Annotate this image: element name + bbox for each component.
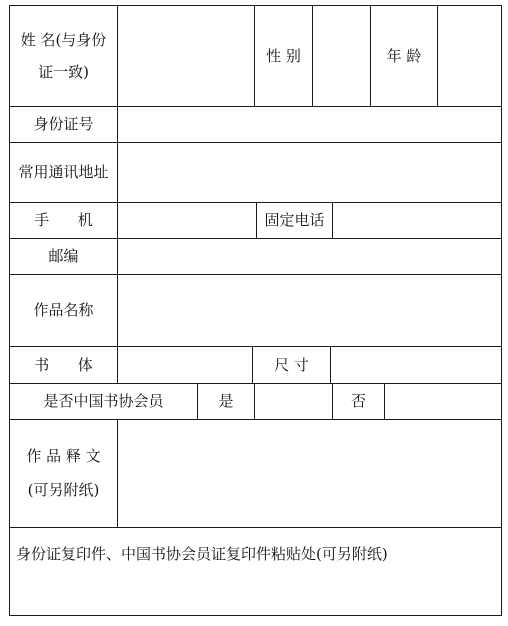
- rule: [9, 527, 502, 528]
- landline-field[interactable]: [333, 203, 501, 238]
- member-label: 是否中国书协会员: [43, 392, 164, 410]
- script-style-field[interactable]: [118, 347, 252, 383]
- transcription-label: [10, 420, 117, 527]
- landline-label: 固定电话: [264, 211, 325, 229]
- age-field[interactable]: [438, 6, 501, 106]
- postcode-field[interactable]: [118, 239, 501, 274]
- member-yes-box[interactable]: [255, 384, 332, 419]
- transcription-label-line2: (可另附纸): [27, 481, 100, 499]
- attachment-area[interactable]: [10, 566, 501, 615]
- gender-field[interactable]: [313, 6, 370, 106]
- transcription-field[interactable]: [118, 420, 501, 527]
- script-style-label: 书 体: [34, 355, 93, 374]
- name-label-line2: 证一致): [38, 62, 89, 81]
- id-number-field[interactable]: [118, 107, 501, 142]
- attachment-label: 身份证复印件、中国书协会员证复印件粘贴处(可另附纸): [16, 544, 388, 563]
- postcode-label: 邮编: [48, 247, 79, 265]
- work-title-label: 作品名称: [33, 301, 94, 319]
- id-number-label: 身份证号: [33, 115, 94, 133]
- rule: [501, 5, 502, 616]
- name-label-line1: 姓 名(与身份: [20, 30, 107, 49]
- rule: [9, 615, 502, 616]
- gender-label: 性 别: [266, 46, 301, 65]
- address-field[interactable]: [118, 143, 501, 202]
- name-field[interactable]: [118, 6, 254, 106]
- member-yes-label: 是: [218, 392, 234, 410]
- transcription-label-line1: 作 品 释 文: [26, 447, 101, 465]
- mobile-field[interactable]: [118, 203, 256, 238]
- member-no-label: 否: [350, 392, 366, 410]
- age-label: 年 龄: [386, 46, 422, 65]
- mobile-label: 手 机: [34, 211, 93, 229]
- size-field[interactable]: [331, 347, 501, 383]
- size-label: 尺 寸: [274, 355, 309, 374]
- address-label: 常用通讯地址: [18, 163, 109, 181]
- member-no-box[interactable]: [385, 384, 501, 419]
- work-title-field[interactable]: [118, 275, 501, 346]
- name-label: [10, 6, 117, 106]
